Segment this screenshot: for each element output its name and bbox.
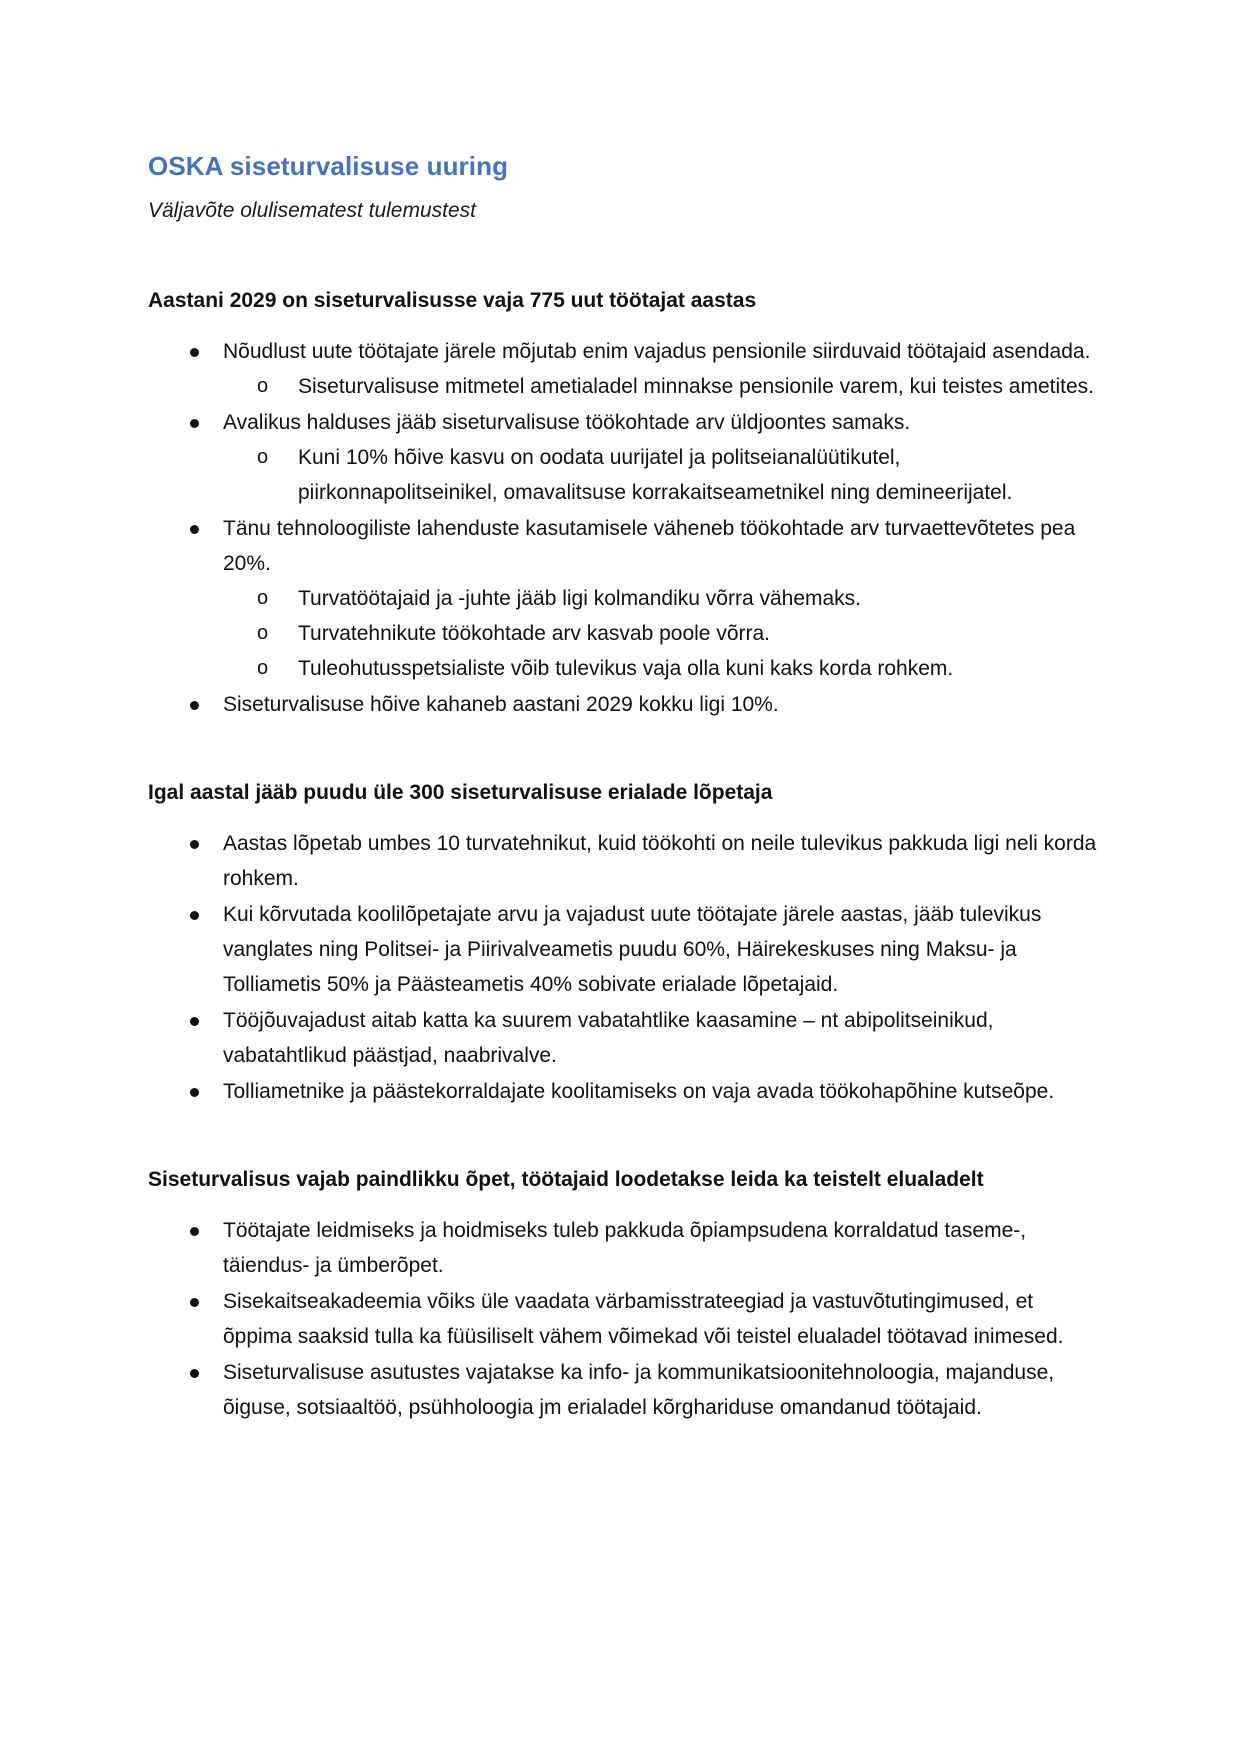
sub-list-item: [223, 581, 1100, 616]
list-item-text: Töötajate leidmiseks ja hoidmiseks tuleb pakkuda õpiampsudena korraldatud taseme-, täiendus- ja ümberõpet.: [223, 1219, 1027, 1277]
bullet-list: [148, 1213, 1100, 1425]
sub-list-item: [223, 651, 1100, 686]
bullet-dot-icon: [190, 1369, 199, 1378]
list-item-text: Aastas lõpetab umbes 10 turvatehnikut, kuid töökohti on neile tulevikus pakkuda ligi neli korda rohkem.: [223, 832, 1097, 890]
sub-list-item-text: Siseturvalisuse mitmetel ametialadel minnakse pensionile varem, kui teistes ametites.: [298, 375, 1095, 398]
section-workforce-demand: [148, 286, 1100, 722]
sub-list-item-text: Tuleohutusspetsialiste võib tulevikus vaja olla kuni kaks korda rohkem.: [298, 657, 954, 680]
list-item: [148, 687, 1100, 722]
list-item-text: Avalikus halduses jääb siseturvalisuse töökohtade arv üldjoontes samaks.: [223, 411, 911, 434]
sub-bullet-list: [223, 581, 1100, 686]
bullet-list: [148, 826, 1100, 1109]
list-item: [148, 1074, 1100, 1109]
document-subtitle: Väljavõte olulisematest tulemustest: [148, 199, 476, 222]
list-item: [148, 1284, 1100, 1354]
sub-bullet-list: [223, 440, 1100, 510]
sub-bullet-list: [223, 369, 1100, 404]
circle-bullet-icon: o: [257, 622, 269, 644]
list-item: [148, 1003, 1100, 1073]
list-item-text: Nõudlust uute töötajate järele mõjutab enim vajadus pensionile siirduvaid töötajaid asendada.: [223, 340, 1091, 363]
list-item: [148, 405, 1100, 510]
bullet-list: [148, 334, 1100, 722]
list-item: [148, 826, 1100, 896]
list-item-text: Sisekaitseakadeemia võiks üle vaadata värbamisstrateegiad ja vastuvõtutingimused, et õppima saaksid tulla ka füüsiliselt vähem võimekad või teistel elualadel töötavad inimesed.: [223, 1290, 1064, 1348]
list-item: [148, 1355, 1100, 1425]
list-item-text: Tolliametnike ja päästekorraldajate koolitamiseks on vaja avada töökohapõhine kutseõpe.: [223, 1080, 1055, 1103]
circle-bullet-icon: o: [257, 587, 269, 609]
circle-bullet-icon: o: [257, 375, 269, 397]
bullet-dot-icon: [190, 348, 199, 357]
list-item: [148, 897, 1100, 1002]
list-item-text: Siseturvalisuse asutustes vajatakse ka info- ja kommunikatsioonitehnoloogia, majanduse, õiguse, sotsiaaltöö, psühholoogia jm erialadel kõrghariduse omandanud töötajaid.: [223, 1361, 1055, 1419]
bullet-dot-icon: [190, 419, 199, 428]
list-item: [148, 1213, 1100, 1283]
list-item-text: Siseturvalisuse hõive kahaneb aastani 2029 kokku ligi 10%.: [223, 693, 779, 716]
section-heading: Aastani 2029 on siseturvalisusse vaja 775 uut töötajat aastas: [148, 289, 757, 312]
list-item-text: Tööjõuvajadust aitab katta ka suurem vabatahtlike kaasamine – nt abipolitseinikud, vabatahtlikud päästjad, naabrivalve.: [223, 1009, 994, 1067]
circle-bullet-icon: o: [257, 446, 269, 468]
sub-list-item-text: Turvatehnikute töökohtade arv kasvab poole võrra.: [298, 622, 770, 645]
section-flexible-learning: [148, 1165, 1100, 1425]
bullet-dot-icon: [190, 525, 199, 534]
sub-list-item-text: Turvatöötajaid ja -juhte jääb ligi kolmandiku võrra vähemaks.: [298, 587, 862, 610]
bullet-dot-icon: [190, 911, 199, 920]
list-item: [148, 334, 1100, 404]
bullet-dot-icon: [190, 1298, 199, 1307]
bullet-dot-icon: [190, 701, 199, 710]
list-item: [148, 511, 1100, 686]
sub-list-item: [223, 440, 1100, 510]
sub-list-item: [223, 369, 1100, 404]
bullet-dot-icon: [190, 1227, 199, 1236]
bullet-dot-icon: [190, 1088, 199, 1097]
section-heading: Siseturvalisus vajab paindlikku õpet, töötajaid loodetakse leida ka teistelt elualadelt: [148, 1168, 984, 1191]
section-graduate-shortage: [148, 778, 1100, 1109]
list-item-text: Tänu tehnoloogiliste lahenduste kasutamisele väheneb töökohtade arv turvaettevõtetes pea 20%.: [223, 517, 1076, 575]
circle-bullet-icon: o: [257, 657, 269, 679]
list-item-text: Kui kõrvutada koolilõpetajate arvu ja vajadust uute töötajate järele aastas, jääb tulevikus vanglates ning Politsei- ja Piirivalveametis puudu 60%, Häirekeskuses ning Maksu- ja Tolliametis 50% ja Päästeametis 40% sobivate erialade lõpetajaid.: [223, 903, 1042, 996]
bullet-dot-icon: [190, 1017, 199, 1026]
sub-list-item-text: Kuni 10% hõive kasvu on oodata uurijatel ja politseianalüütikutel, piirkonnapolitseinikel, omavalitsuse korrakaitseametnikel ning demineerijatel.: [298, 446, 1013, 504]
document-title: OSKA siseturvalisuse uuring: [148, 151, 509, 181]
sub-list-item: [223, 616, 1100, 651]
bullet-dot-icon: [190, 840, 199, 849]
section-heading: Igal aastal jääb puudu üle 300 siseturvalisuse erialade lõpetaja: [148, 781, 773, 804]
